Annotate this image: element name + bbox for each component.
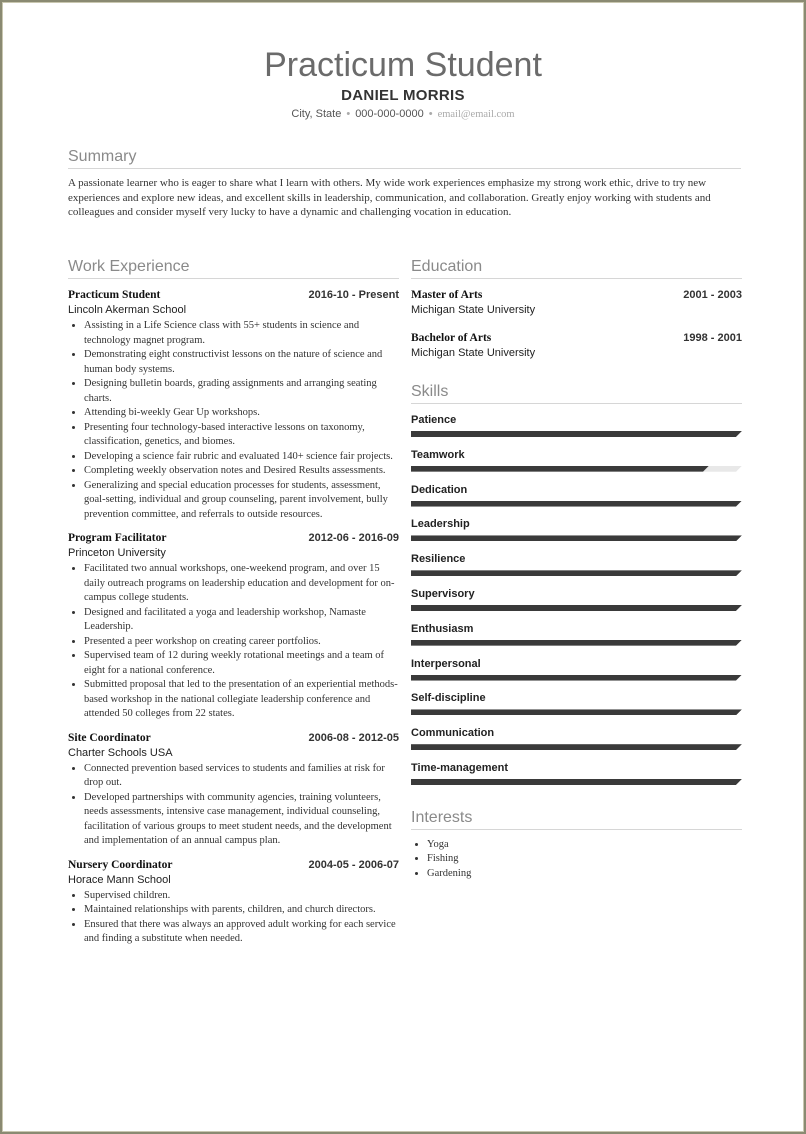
skill-level-fill bbox=[411, 779, 742, 785]
skill-item bbox=[411, 760, 742, 795]
skill-name: Patience bbox=[411, 414, 457, 426]
education-entry bbox=[411, 332, 742, 359]
work-experience-heading: Work Experience bbox=[68, 258, 399, 279]
skill-item bbox=[411, 482, 742, 517]
job-title-heading: Practicum Student bbox=[264, 46, 542, 84]
skill-item bbox=[411, 690, 742, 725]
job-entry bbox=[68, 732, 399, 849]
job-dates: 2006-08 - 2012-05 bbox=[308, 731, 399, 744]
degree: Master of Arts bbox=[411, 289, 483, 301]
skill-name: Resilience bbox=[411, 553, 466, 566]
skill-level-fill bbox=[411, 501, 742, 507]
skill-level-fill bbox=[411, 709, 742, 715]
skill-name: Dedication bbox=[411, 483, 468, 496]
job-header bbox=[68, 859, 399, 871]
school-name: Michigan State University bbox=[411, 347, 536, 359]
summary-heading: Summary bbox=[68, 148, 741, 169]
skill-item bbox=[411, 447, 742, 482]
bullet-item: • Connected prevention based services to students and families at risk for drop out. bbox=[84, 762, 399, 791]
skill-item bbox=[411, 621, 742, 656]
job-organization: Horace Mann School bbox=[68, 873, 171, 886]
skill-name: Communication bbox=[411, 727, 495, 740]
summary-text: A passionate learner who is eager to share what I learn with others. My wide work experiences emphasize my strong work ethic, drive to try new experiences and explore new ideas, and excellent skills in leadership, communication, and collaboration. Greatly enjoy working with students and colleagues and consider myself very lucky to have a dynamic and challenging vocation in education. bbox=[68, 177, 711, 218]
skill-name: Interpersonal bbox=[411, 657, 481, 670]
job-entry bbox=[68, 532, 399, 722]
work-experience-column bbox=[68, 258, 399, 947]
job-title: Site Coordinator bbox=[68, 731, 151, 744]
bullet-item: • Assisting in a Life Science class with 55+ students in science and technology magnet program. bbox=[84, 319, 399, 348]
right-column bbox=[411, 258, 742, 881]
skill-name: Supervisory bbox=[411, 587, 475, 600]
education-header bbox=[411, 332, 742, 344]
skill-level-bar bbox=[411, 570, 742, 576]
skill-name: Teamwork bbox=[411, 448, 465, 461]
summary-section bbox=[68, 148, 741, 220]
skill-name: Time-management bbox=[411, 761, 508, 774]
bullet-item: • Presented a peer workshop on creating career portfolios. bbox=[84, 635, 399, 650]
bullet-item: • Maintained relationships with parents, children, and church directors. bbox=[84, 903, 399, 918]
bullet-item: • Submitted proposal that led to the presentation of an experiential methods-based workshop in the national collegiate leadership conference and attended 50 colleges from 22 states. bbox=[84, 678, 399, 722]
skill-level-fill bbox=[411, 466, 709, 472]
interests-heading: Interests bbox=[411, 809, 742, 830]
skill-level-bar bbox=[411, 779, 742, 785]
bullet-item: • Developed partnerships with community agencies, training volunteers, needs assessments, intensive case management, individual counseling, facilitation of various groups to meet student needs, and the development and implementation of an annual campus plan. bbox=[84, 791, 399, 849]
skill-level-bar bbox=[411, 501, 742, 507]
education-dates: 2001 - 2003 bbox=[683, 289, 742, 301]
job-bullets bbox=[68, 562, 399, 722]
candidate-name: DANIEL MORRIS bbox=[341, 87, 465, 104]
education-entry bbox=[411, 289, 742, 316]
job-title: Practicum Student bbox=[68, 289, 161, 301]
school-name: Michigan State University bbox=[411, 304, 536, 316]
skill-level-fill bbox=[411, 675, 742, 681]
skill-name: Self-discipline bbox=[411, 692, 486, 705]
skill-item bbox=[411, 516, 742, 551]
resume-header bbox=[2, 2, 804, 120]
job-header bbox=[68, 532, 399, 544]
bullet-item: • Designing bulletin boards, grading assignments and arranging seating charts. bbox=[84, 377, 399, 406]
job-bullets bbox=[68, 889, 399, 947]
job-title: Program Facilitator bbox=[68, 532, 167, 544]
bullet-item: • Supervised team of 12 during weekly rotational meetings and a team of eight for a national conference. bbox=[84, 649, 399, 678]
skill-level-bar bbox=[411, 605, 742, 611]
skill-name: Leadership bbox=[411, 518, 470, 531]
skills-heading: Skills bbox=[411, 383, 742, 404]
bullet-item: • Designed and facilitated a yoga and leadership workshop, Namaste Leadership. bbox=[84, 606, 399, 635]
skills-list bbox=[411, 412, 742, 795]
bullet-item: • Developing a science fair rubric and evaluated 140+ science fair projects. bbox=[84, 450, 399, 465]
bullet-item: • Demonstrating eight constructivist lessons on the nature of science and human body systems. bbox=[84, 348, 399, 377]
job-list bbox=[68, 289, 399, 947]
skill-level-fill bbox=[411, 640, 742, 646]
job-header bbox=[68, 289, 399, 301]
job-title: Nursery Coordinator bbox=[68, 858, 173, 871]
city-state: City, State bbox=[291, 108, 342, 120]
job-organization: Charter Schools USA bbox=[68, 746, 173, 759]
interest-item: • Yoga bbox=[427, 838, 742, 853]
education-heading: Education bbox=[411, 258, 742, 279]
skill-item bbox=[411, 412, 742, 447]
skill-name: Enthusiasm bbox=[411, 622, 474, 635]
skill-level-fill bbox=[411, 570, 742, 576]
skill-level-fill bbox=[411, 431, 742, 437]
skill-level-bar bbox=[411, 640, 742, 646]
job-organization: Lincoln Akerman School bbox=[68, 304, 187, 316]
skill-level-bar bbox=[411, 535, 742, 541]
degree: Bachelor of Arts bbox=[411, 332, 492, 344]
job-dates: 2012-06 - 2016-09 bbox=[308, 532, 399, 544]
job-bullets bbox=[68, 319, 399, 522]
skill-level-bar bbox=[411, 431, 742, 437]
contact-line bbox=[2, 108, 804, 120]
bullet-item: • Completing weekly observation notes and Desired Results assessments. bbox=[84, 464, 399, 479]
skill-item bbox=[411, 725, 742, 760]
interest-item: • Fishing bbox=[427, 852, 742, 867]
job-entry bbox=[68, 289, 399, 522]
job-organization: Princeton University bbox=[68, 547, 166, 559]
bullet-item: • Presenting four technology-based interactive lessons on taxonomy, classification, genetics, and biomes. bbox=[84, 421, 399, 450]
skill-level-fill bbox=[411, 744, 742, 750]
skill-level-bar bbox=[411, 744, 742, 750]
bullet-item: • Supervised children. bbox=[84, 889, 399, 904]
skill-level-bar bbox=[411, 709, 742, 715]
skill-level-fill bbox=[411, 605, 742, 611]
education-header bbox=[411, 289, 742, 301]
bullet-item: • Ensured that there was always an approved adult working for each service and finding a substitute when needed. bbox=[84, 918, 399, 947]
job-header bbox=[68, 732, 399, 744]
interests-list bbox=[411, 838, 742, 882]
separator-dot: • bbox=[346, 108, 351, 120]
bullet-item: • Attending bi-weekly Gear Up workshops. bbox=[84, 406, 399, 421]
bullet-item: • Facilitated two annual workshops, one-weekend program, and over 15 daily outreach programs on leadership education and development for on-campus college students. bbox=[84, 562, 399, 606]
job-entry bbox=[68, 859, 399, 947]
skill-item bbox=[411, 551, 742, 586]
job-bullets bbox=[68, 762, 399, 849]
phone-number: 000-000-0000 bbox=[355, 108, 424, 120]
skill-level-bar bbox=[411, 675, 742, 681]
education-list bbox=[411, 289, 742, 359]
skill-item bbox=[411, 656, 742, 691]
email-address: email@email.com bbox=[437, 109, 515, 120]
bullet-item: • Generalizing and special education processes for students, assessment, goal-setting, individual and group counseling, parent involvement, bully prevention committee, and referrals to outside resources. bbox=[84, 479, 399, 523]
job-dates: 2016-10 - Present bbox=[308, 289, 399, 301]
skill-level-bar bbox=[411, 466, 742, 472]
interest-item: • Gardening bbox=[427, 867, 742, 882]
separator-dot: • bbox=[428, 108, 433, 120]
job-dates: 2004-05 - 2006-07 bbox=[308, 858, 399, 871]
skill-item bbox=[411, 586, 742, 621]
skill-level-fill bbox=[411, 535, 742, 541]
education-dates: 1998 - 2001 bbox=[683, 332, 742, 344]
